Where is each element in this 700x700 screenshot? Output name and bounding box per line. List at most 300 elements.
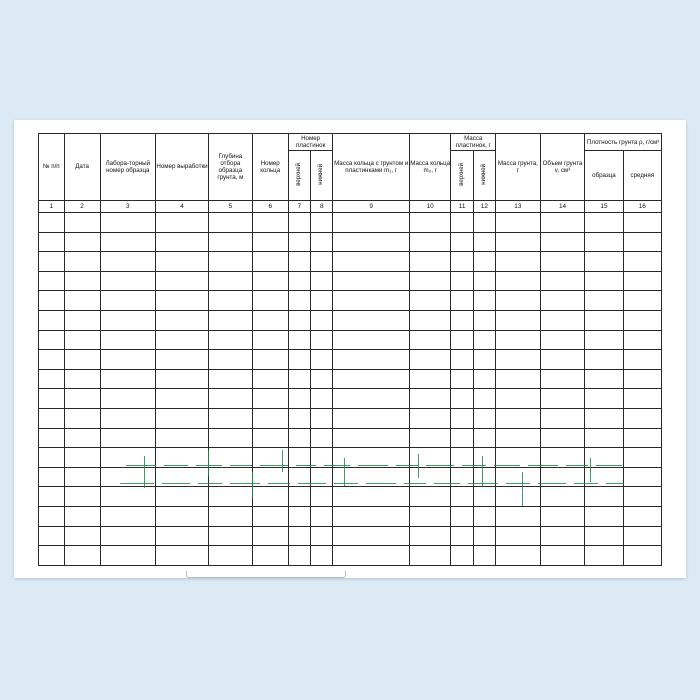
table-cell[interactable]	[209, 271, 253, 291]
table-cell[interactable]	[451, 369, 473, 389]
table-cell[interactable]	[451, 546, 473, 566]
table-cell[interactable]	[333, 213, 410, 233]
table-cell[interactable]	[540, 369, 585, 389]
table-row[interactable]	[39, 428, 662, 448]
table-cell[interactable]	[333, 369, 410, 389]
table-cell[interactable]	[451, 526, 473, 546]
table-cell[interactable]	[100, 546, 155, 566]
table-cell[interactable]	[64, 271, 100, 291]
table-cell[interactable]	[585, 310, 623, 330]
table-cell[interactable]	[155, 213, 208, 233]
table-cell[interactable]	[333, 291, 410, 311]
table-cell[interactable]	[39, 350, 65, 370]
table-cell[interactable]	[288, 213, 310, 233]
table-cell[interactable]	[409, 271, 450, 291]
table-cell[interactable]	[333, 448, 410, 468]
table-cell[interactable]	[623, 232, 661, 252]
table-cell[interactable]	[540, 487, 585, 507]
table-cell[interactable]	[252, 232, 288, 252]
table-cell[interactable]	[39, 546, 65, 566]
table-cell[interactable]	[623, 310, 661, 330]
table-cell[interactable]	[623, 350, 661, 370]
table-cell[interactable]	[409, 369, 450, 389]
table-cell[interactable]	[496, 526, 541, 546]
table-cell[interactable]	[155, 389, 208, 409]
table-cell[interactable]	[252, 350, 288, 370]
table-cell[interactable]	[451, 252, 473, 272]
table-cell[interactable]	[623, 546, 661, 566]
table-cell[interactable]	[333, 271, 410, 291]
table-cell[interactable]	[209, 467, 253, 487]
table-cell[interactable]	[311, 487, 333, 507]
table-cell[interactable]	[409, 330, 450, 350]
table-cell[interactable]	[451, 291, 473, 311]
table-cell[interactable]	[473, 408, 495, 428]
table-cell[interactable]	[473, 330, 495, 350]
table-cell[interactable]	[623, 389, 661, 409]
table-cell[interactable]	[540, 448, 585, 468]
table-cell[interactable]	[64, 232, 100, 252]
table-cell[interactable]	[100, 408, 155, 428]
table-cell[interactable]	[585, 271, 623, 291]
table-cell[interactable]	[288, 389, 310, 409]
table-cell[interactable]	[623, 369, 661, 389]
table-cell[interactable]	[473, 213, 495, 233]
table-row[interactable]	[39, 310, 662, 330]
table-cell[interactable]	[64, 330, 100, 350]
table-cell[interactable]	[311, 546, 333, 566]
table-cell[interactable]	[311, 350, 333, 370]
table-cell[interactable]	[333, 526, 410, 546]
table-cell[interactable]	[100, 428, 155, 448]
table-cell[interactable]	[623, 271, 661, 291]
table-cell[interactable]	[409, 448, 450, 468]
table-cell[interactable]	[451, 271, 473, 291]
table-row[interactable]	[39, 389, 662, 409]
table-cell[interactable]	[409, 428, 450, 448]
table-cell[interactable]	[409, 232, 450, 252]
table-cell[interactable]	[155, 310, 208, 330]
table-cell[interactable]	[333, 389, 410, 409]
table-cell[interactable]	[288, 448, 310, 468]
table-cell[interactable]	[252, 310, 288, 330]
table-cell[interactable]	[64, 467, 100, 487]
table-cell[interactable]	[209, 369, 253, 389]
table-cell[interactable]	[252, 448, 288, 468]
table-cell[interactable]	[409, 526, 450, 546]
table-cell[interactable]	[288, 232, 310, 252]
table-cell[interactable]	[209, 389, 253, 409]
table-cell[interactable]	[585, 526, 623, 546]
table-cell[interactable]	[451, 506, 473, 526]
table-cell[interactable]	[333, 232, 410, 252]
table-cell[interactable]	[311, 506, 333, 526]
table-row[interactable]	[39, 506, 662, 526]
table-cell[interactable]	[585, 428, 623, 448]
table-cell[interactable]	[155, 369, 208, 389]
table-cell[interactable]	[209, 546, 253, 566]
table-cell[interactable]	[585, 467, 623, 487]
table-cell[interactable]	[451, 213, 473, 233]
table-cell[interactable]	[409, 487, 450, 507]
table-row[interactable]	[39, 232, 662, 252]
table-cell[interactable]	[64, 252, 100, 272]
table-cell[interactable]	[155, 526, 208, 546]
table-cell[interactable]	[252, 389, 288, 409]
table-row[interactable]	[39, 546, 662, 566]
table-cell[interactable]	[451, 310, 473, 330]
table-cell[interactable]	[540, 330, 585, 350]
table-cell[interactable]	[409, 506, 450, 526]
table-cell[interactable]	[288, 467, 310, 487]
table-cell[interactable]	[252, 506, 288, 526]
table-cell[interactable]	[100, 232, 155, 252]
table-cell[interactable]	[451, 467, 473, 487]
table-cell[interactable]	[100, 526, 155, 546]
table-cell[interactable]	[585, 448, 623, 468]
table-cell[interactable]	[496, 310, 541, 330]
table-cell[interactable]	[540, 526, 585, 546]
table-cell[interactable]	[496, 291, 541, 311]
table-cell[interactable]	[333, 252, 410, 272]
table-row[interactable]	[39, 467, 662, 487]
table-cell[interactable]	[473, 389, 495, 409]
table-cell[interactable]	[155, 546, 208, 566]
table-cell[interactable]	[64, 487, 100, 507]
table-cell[interactable]	[496, 350, 541, 370]
table-cell[interactable]	[288, 506, 310, 526]
table-cell[interactable]	[409, 291, 450, 311]
table-row[interactable]	[39, 350, 662, 370]
table-cell[interactable]	[64, 546, 100, 566]
table-cell[interactable]	[540, 291, 585, 311]
table-cell[interactable]	[39, 467, 65, 487]
table-cell[interactable]	[623, 330, 661, 350]
table-cell[interactable]	[496, 271, 541, 291]
table-cell[interactable]	[473, 350, 495, 370]
table-cell[interactable]	[623, 408, 661, 428]
table-cell[interactable]	[451, 408, 473, 428]
table-cell[interactable]	[473, 546, 495, 566]
table-cell[interactable]	[585, 232, 623, 252]
table-cell[interactable]	[311, 213, 333, 233]
table-cell[interactable]	[540, 271, 585, 291]
table-cell[interactable]	[100, 213, 155, 233]
table-cell[interactable]	[585, 291, 623, 311]
table-cell[interactable]	[39, 448, 65, 468]
table-cell[interactable]	[623, 213, 661, 233]
table-cell[interactable]	[451, 487, 473, 507]
table-cell[interactable]	[100, 291, 155, 311]
table-row[interactable]	[39, 291, 662, 311]
table-cell[interactable]	[64, 506, 100, 526]
table-cell[interactable]	[496, 448, 541, 468]
table-row[interactable]	[39, 369, 662, 389]
table-cell[interactable]	[540, 252, 585, 272]
table-cell[interactable]	[155, 448, 208, 468]
table-cell[interactable]	[64, 526, 100, 546]
table-cell[interactable]	[311, 232, 333, 252]
table-cell[interactable]	[100, 310, 155, 330]
table-cell[interactable]	[540, 428, 585, 448]
table-row[interactable]	[39, 330, 662, 350]
table-cell[interactable]	[496, 369, 541, 389]
table-cell[interactable]	[155, 271, 208, 291]
table-cell[interactable]	[451, 428, 473, 448]
table-cell[interactable]	[409, 467, 450, 487]
table-cell[interactable]	[473, 526, 495, 546]
table-cell[interactable]	[496, 506, 541, 526]
table-cell[interactable]	[333, 310, 410, 330]
table-cell[interactable]	[585, 213, 623, 233]
table-cell[interactable]	[209, 350, 253, 370]
table-cell[interactable]	[209, 487, 253, 507]
table-cell[interactable]	[100, 350, 155, 370]
table-cell[interactable]	[496, 252, 541, 272]
table-row[interactable]	[39, 408, 662, 428]
table-cell[interactable]	[100, 467, 155, 487]
table-cell[interactable]	[585, 389, 623, 409]
table-cell[interactable]	[311, 369, 333, 389]
table-cell[interactable]	[623, 526, 661, 546]
table-cell[interactable]	[39, 330, 65, 350]
table-cell[interactable]	[496, 546, 541, 566]
table-cell[interactable]	[585, 252, 623, 272]
table-cell[interactable]	[409, 350, 450, 370]
table-cell[interactable]	[409, 408, 450, 428]
table-cell[interactable]	[288, 291, 310, 311]
table-cell[interactable]	[496, 467, 541, 487]
table-cell[interactable]	[311, 310, 333, 330]
table-cell[interactable]	[288, 546, 310, 566]
table-cell[interactable]	[39, 526, 65, 546]
table-row[interactable]	[39, 526, 662, 546]
table-cell[interactable]	[473, 428, 495, 448]
table-cell[interactable]	[64, 310, 100, 330]
table-cell[interactable]	[311, 408, 333, 428]
table-cell[interactable]	[252, 369, 288, 389]
table-cell[interactable]	[540, 213, 585, 233]
table-cell[interactable]	[252, 291, 288, 311]
table-cell[interactable]	[451, 389, 473, 409]
table-cell[interactable]	[473, 487, 495, 507]
table-cell[interactable]	[209, 232, 253, 252]
table-cell[interactable]	[288, 526, 310, 546]
table-row[interactable]	[39, 487, 662, 507]
table-cell[interactable]	[311, 330, 333, 350]
table-cell[interactable]	[100, 271, 155, 291]
table-cell[interactable]	[155, 467, 208, 487]
table-cell[interactable]	[64, 350, 100, 370]
table-cell[interactable]	[252, 546, 288, 566]
table-cell[interactable]	[311, 291, 333, 311]
table-cell[interactable]	[623, 291, 661, 311]
table-cell[interactable]	[540, 467, 585, 487]
table-cell[interactable]	[209, 291, 253, 311]
table-row[interactable]	[39, 448, 662, 468]
table-cell[interactable]	[333, 506, 410, 526]
table-cell[interactable]	[155, 252, 208, 272]
table-cell[interactable]	[209, 330, 253, 350]
table-cell[interactable]	[100, 487, 155, 507]
table-cell[interactable]	[311, 526, 333, 546]
table-cell[interactable]	[333, 467, 410, 487]
table-cell[interactable]	[311, 448, 333, 468]
table-cell[interactable]	[473, 310, 495, 330]
table-cell[interactable]	[333, 408, 410, 428]
table-cell[interactable]	[64, 291, 100, 311]
table-cell[interactable]	[451, 232, 473, 252]
table-cell[interactable]	[585, 408, 623, 428]
table-cell[interactable]	[288, 408, 310, 428]
table-cell[interactable]	[540, 232, 585, 252]
table-cell[interactable]	[64, 428, 100, 448]
table-cell[interactable]	[100, 369, 155, 389]
table-cell[interactable]	[155, 428, 208, 448]
table-cell[interactable]	[585, 506, 623, 526]
table-cell[interactable]	[209, 506, 253, 526]
table-cell[interactable]	[333, 330, 410, 350]
table-cell[interactable]	[39, 408, 65, 428]
table-cell[interactable]	[496, 213, 541, 233]
table-cell[interactable]	[333, 350, 410, 370]
table-cell[interactable]	[409, 213, 450, 233]
table-cell[interactable]	[585, 369, 623, 389]
table-cell[interactable]	[209, 526, 253, 546]
table-cell[interactable]	[409, 389, 450, 409]
table-cell[interactable]	[623, 448, 661, 468]
table-cell[interactable]	[209, 310, 253, 330]
table-cell[interactable]	[496, 389, 541, 409]
table-cell[interactable]	[155, 232, 208, 252]
table-cell[interactable]	[333, 428, 410, 448]
table-cell[interactable]	[496, 232, 541, 252]
table-cell[interactable]	[100, 448, 155, 468]
table-cell[interactable]	[473, 252, 495, 272]
table-cell[interactable]	[155, 487, 208, 507]
table-cell[interactable]	[39, 487, 65, 507]
table-cell[interactable]	[311, 428, 333, 448]
table-cell[interactable]	[252, 271, 288, 291]
table-cell[interactable]	[496, 487, 541, 507]
table-cell[interactable]	[252, 252, 288, 272]
table-cell[interactable]	[288, 428, 310, 448]
table-cell[interactable]	[288, 330, 310, 350]
table-cell[interactable]	[100, 506, 155, 526]
table-cell[interactable]	[252, 408, 288, 428]
table-cell[interactable]	[473, 271, 495, 291]
table-cell[interactable]	[473, 467, 495, 487]
table-cell[interactable]	[100, 330, 155, 350]
table-cell[interactable]	[623, 428, 661, 448]
table-row[interactable]	[39, 252, 662, 272]
table-row[interactable]	[39, 213, 662, 233]
table-cell[interactable]	[585, 546, 623, 566]
table-cell[interactable]	[409, 310, 450, 330]
table-cell[interactable]	[473, 448, 495, 468]
table-cell[interactable]	[39, 389, 65, 409]
table-cell[interactable]	[496, 428, 541, 448]
table-cell[interactable]	[64, 369, 100, 389]
table-cell[interactable]	[39, 369, 65, 389]
table-cell[interactable]	[155, 350, 208, 370]
table-cell[interactable]	[311, 389, 333, 409]
table-cell[interactable]	[585, 330, 623, 350]
table-cell[interactable]	[451, 330, 473, 350]
table-cell[interactable]	[540, 546, 585, 566]
table-cell[interactable]	[39, 310, 65, 330]
table-cell[interactable]	[39, 213, 65, 233]
table-cell[interactable]	[333, 487, 410, 507]
table-cell[interactable]	[496, 330, 541, 350]
table-cell[interactable]	[209, 213, 253, 233]
table-cell[interactable]	[623, 487, 661, 507]
table-cell[interactable]	[311, 271, 333, 291]
table-cell[interactable]	[623, 506, 661, 526]
table-cell[interactable]	[409, 252, 450, 272]
table-cell[interactable]	[39, 252, 65, 272]
table-cell[interactable]	[39, 291, 65, 311]
table-cell[interactable]	[64, 448, 100, 468]
table-cell[interactable]	[311, 252, 333, 272]
table-cell[interactable]	[155, 506, 208, 526]
table-cell[interactable]	[252, 213, 288, 233]
table-cell[interactable]	[288, 271, 310, 291]
table-cell[interactable]	[473, 232, 495, 252]
table-cell[interactable]	[209, 428, 253, 448]
table-cell[interactable]	[409, 546, 450, 566]
table-cell[interactable]	[451, 350, 473, 370]
table-cell[interactable]	[252, 428, 288, 448]
table-cell[interactable]	[473, 291, 495, 311]
table-cell[interactable]	[209, 448, 253, 468]
table-cell[interactable]	[451, 448, 473, 468]
table-cell[interactable]	[39, 428, 65, 448]
table-cell[interactable]	[288, 350, 310, 370]
table-cell[interactable]	[252, 467, 288, 487]
table-cell[interactable]	[39, 506, 65, 526]
table-cell[interactable]	[585, 350, 623, 370]
table-cell[interactable]	[64, 408, 100, 428]
table-cell[interactable]	[473, 506, 495, 526]
table-cell[interactable]	[209, 252, 253, 272]
table-cell[interactable]	[252, 487, 288, 507]
table-cell[interactable]	[64, 389, 100, 409]
table-cell[interactable]	[39, 271, 65, 291]
table-cell[interactable]	[496, 408, 541, 428]
table-cell[interactable]	[64, 213, 100, 233]
table-cell[interactable]	[623, 252, 661, 272]
table-cell[interactable]	[209, 408, 253, 428]
table-cell[interactable]	[585, 487, 623, 507]
table-cell[interactable]	[540, 506, 585, 526]
table-cell[interactable]	[288, 369, 310, 389]
table-cell[interactable]	[540, 310, 585, 330]
table-cell[interactable]	[540, 389, 585, 409]
table-cell[interactable]	[100, 252, 155, 272]
table-cell[interactable]	[311, 467, 333, 487]
table-cell[interactable]	[252, 526, 288, 546]
table-cell[interactable]	[473, 369, 495, 389]
table-cell[interactable]	[288, 310, 310, 330]
table-cell[interactable]	[333, 546, 410, 566]
table-cell[interactable]	[288, 487, 310, 507]
table-cell[interactable]	[623, 467, 661, 487]
table-cell[interactable]	[252, 330, 288, 350]
table-cell[interactable]	[540, 350, 585, 370]
table-cell[interactable]	[155, 330, 208, 350]
table-cell[interactable]	[288, 252, 310, 272]
